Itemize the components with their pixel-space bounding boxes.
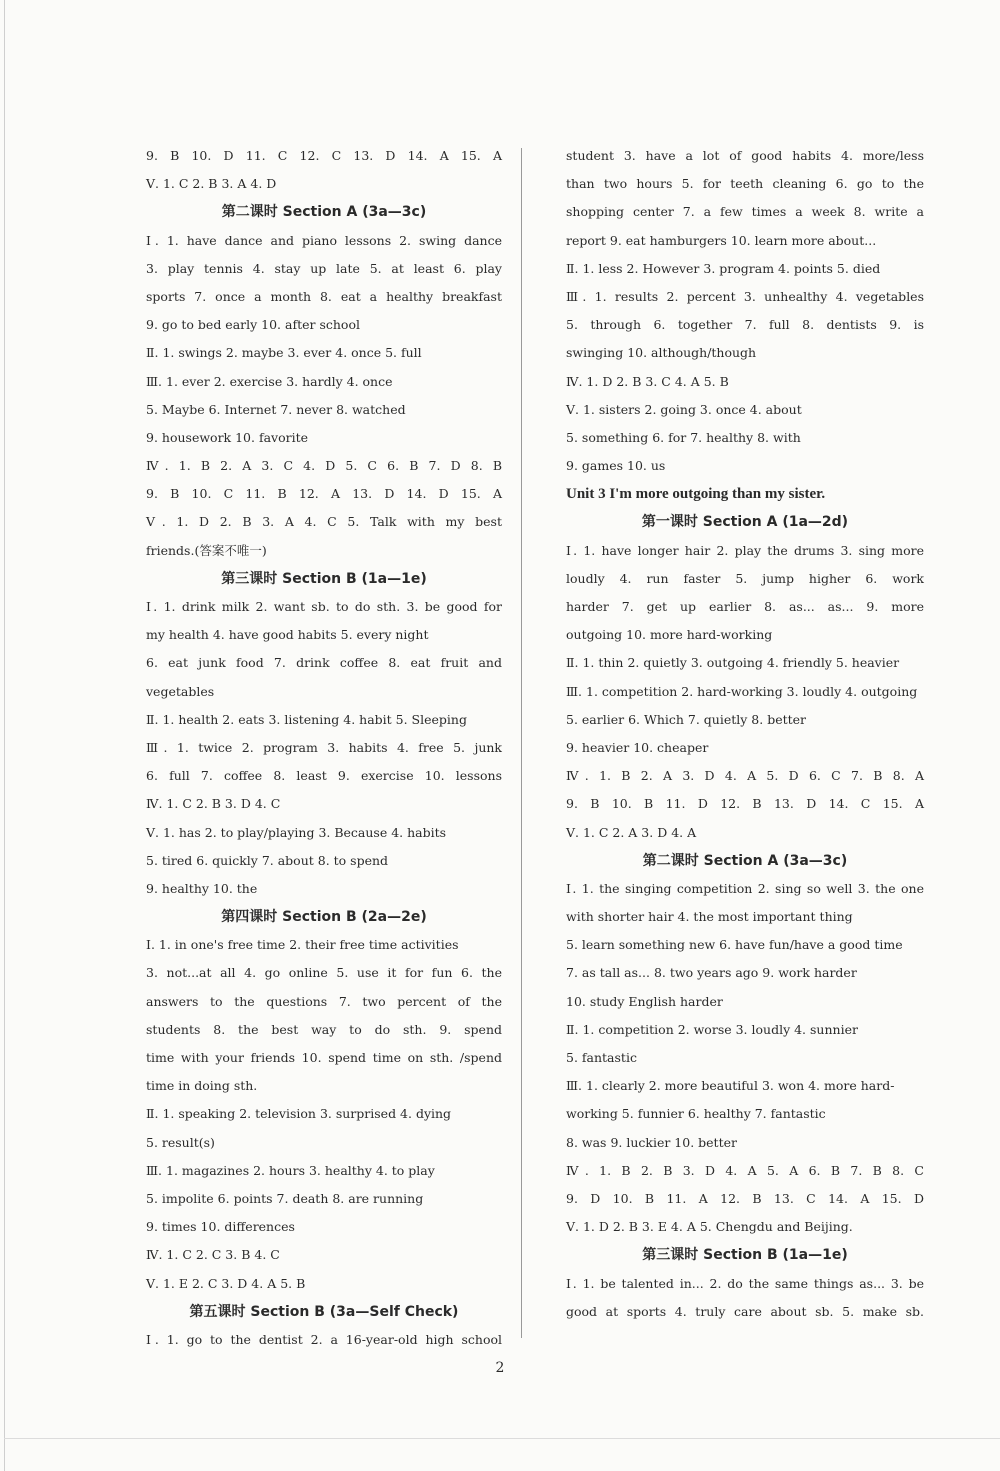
- answer-line: harder 7. get up earlier 8. as... as... 9. more: [566, 599, 924, 614]
- answer-line: 5. through 6. together 7. full 8. dentists 9. is: [566, 317, 924, 333]
- answer-line: Ⅴ. 1. E 2. C 3. D 4. A 5. B: [146, 1275, 306, 1291]
- answer-line: 9. B 10. B 11. D 12. B 13. D 14. C 15. A: [566, 796, 924, 812]
- answer-line: 5. result(s): [146, 1134, 215, 1150]
- answer-line: Ⅱ. 1. competition 2. worse 3. loudly 4. sunnier: [566, 1021, 858, 1037]
- answer-line: my health 4. have good habits 5. every night: [146, 627, 429, 643]
- lesson-heading: 第二课时 Section A (3a—3c): [642, 852, 848, 869]
- answer-line: shopping center 7. a few times a week 8. write a: [566, 204, 924, 220]
- answer-line: time in doing sth.: [146, 1078, 258, 1094]
- lesson-heading: 第五课时 Section B (3a—Self Check): [189, 1303, 459, 1320]
- answer-line: answers to the questions 7. two percent of the: [146, 993, 502, 1009]
- answer-line: 9. housework 10. favorite: [146, 429, 308, 445]
- answer-line: Ⅴ. 1. C 2. B 3. A 4. D: [146, 176, 277, 192]
- page-edge: [4, 0, 5, 1471]
- answer-line: Ⅴ. 1. C 2. A 3. D 4. A: [566, 824, 697, 840]
- answer-line: 8. was 9. luckier 10. better: [566, 1134, 737, 1150]
- answer-line: 3. not...at all 4. go online 5. use it for fun 6. the: [146, 965, 502, 981]
- answer-line: sports 7. once a month 8. eat a healthy breakfast: [146, 288, 502, 304]
- answer-line: 9. times 10. differences: [146, 1219, 295, 1235]
- answer-line: Ⅴ. 1. has 2. to play/playing 3. Because 4. habits: [146, 824, 447, 840]
- unit-title: Unit 3 I'm more outgoing than my sister.: [566, 486, 826, 503]
- answer-line: Ⅰ. 1. the singing competition 2. sing so well 3. the one: [566, 880, 924, 896]
- answer-line: good at sports 4. truly care about sb. 5. make sb.: [566, 1303, 924, 1319]
- page-number: 2: [495, 1360, 505, 1376]
- answer-line: time with your friends 10. spend time on sth. /spend: [146, 1050, 502, 1065]
- answer-line: 5. impolite 6. points 7. death 8. are running: [146, 1190, 424, 1206]
- answer-line: outgoing 10. more hard-working: [566, 627, 773, 643]
- answer-line: swinging 10. although/though: [566, 345, 757, 361]
- left-column: [146, 142, 502, 1354]
- answer-line: Ⅴ. 1. D 2. B 3. A 4. C 5. Talk with my best: [146, 514, 502, 530]
- column-divider: [521, 148, 522, 1338]
- answer-line: Ⅰ. 1. go to the dentist 2. a 16-year-old high school: [146, 1331, 502, 1347]
- bottom-rule: [4, 1438, 1000, 1439]
- answer-line: 9. B 10. D 11. C 12. C 13. D 14. A 15. A: [146, 148, 502, 163]
- answer-line: Ⅳ. 1. B 2. A 3. D 4. A 5. D 6. C 7. B 8. A: [566, 768, 924, 784]
- answer-line: 9. games 10. us: [566, 458, 666, 474]
- answer-line: Ⅰ. 1. be talented in... 2. do the same things as... 3. be: [566, 1275, 924, 1291]
- answer-line: Ⅱ. 1. swings 2. maybe 3. ever 4. once 5. full: [146, 345, 422, 361]
- answer-line: 9. B 10. C 11. B 12. A 13. D 14. D 15. A: [146, 486, 502, 502]
- lesson-heading: 第三课时 Section B (1a—1e): [221, 570, 427, 587]
- answer-line: with shorter hair 4. the most important thing: [566, 909, 853, 925]
- answer-line: 3. play tennis 4. stay up late 5. at least 6. play: [146, 260, 502, 276]
- answer-line: 6. eat junk food 7. drink coffee 8. eat fruit and: [146, 655, 502, 671]
- answer-line: Ⅰ. 1. have dance and piano lessons 2. swing dance: [146, 232, 502, 248]
- answer-line: Ⅲ. 1. results 2. percent 3. unhealthy 4. vegetables: [566, 288, 924, 304]
- answer-line: 5. earlier 6. Which 7. quietly 8. better: [566, 711, 807, 727]
- answer-line: student 3. have a lot of good habits 4. more/less: [566, 148, 924, 163]
- answer-line: 5. something 6. for 7. healthy 8. with: [566, 429, 801, 445]
- answer-line: 5. fantastic: [566, 1050, 637, 1065]
- answer-line: Ⅱ. 1. less 2. However 3. program 4. points 5. died: [566, 260, 881, 276]
- answer-line: 5. learn something new 6. have fun/have a good time: [566, 937, 903, 953]
- lesson-heading: 第二课时 Section A (3a—3c): [221, 204, 427, 221]
- answer-line: Ⅳ. 1. B 2. B 3. D 4. A 5. A 6. B 7. B 8. C: [566, 1162, 924, 1178]
- answer-line: 9. go to bed early 10. after school: [146, 317, 360, 333]
- answer-line: Ⅳ. 1. C 2. B 3. D 4. C: [146, 796, 281, 812]
- answer-line: Ⅲ. 1. competition 2. hard-working 3. loudly 4. outgoing: [566, 683, 918, 699]
- answer-line: vegetables: [146, 683, 215, 699]
- right-column: [566, 142, 924, 1326]
- answer-line: students 8. the best way to do sth. 9. spend: [146, 1021, 502, 1037]
- answer-line: Ⅰ. 1. have longer hair 2. play the drums 3. sing more: [566, 542, 924, 558]
- answer-line: Ⅱ. 1. health 2. eats 3. listening 4. habit 5. Sleeping: [146, 711, 467, 727]
- answer-line: working 5. funnier 6. healthy 7. fantastic: [566, 1106, 826, 1122]
- answer-line: Ⅲ. 1. ever 2. exercise 3. hardly 4. once: [146, 373, 393, 389]
- answer-line: report 9. eat hamburgers 10. learn more about...: [566, 232, 877, 248]
- answer-line: Ⅳ. 1. B 2. A 3. C 4. D 5. C 6. B 7. D 8. B: [146, 458, 502, 474]
- answer-line: Ⅱ. 1. speaking 2. television 3. surprised 4. dying: [146, 1106, 452, 1122]
- answer-line: Ⅱ. 1. thin 2. quietly 3. outgoing 4. friendly 5. heavier: [566, 655, 900, 671]
- answer-line: Ⅲ. 1. clearly 2. more beautiful 3. won 4. more hard-: [566, 1078, 895, 1094]
- answer-line: Ⅲ. 1. twice 2. program 3. habits 4. free 5. junk: [146, 739, 502, 755]
- answer-line: Ⅴ. 1. D 2. B 3. E 4. A 5. Chengdu and Beijing.: [566, 1219, 853, 1235]
- lesson-heading: 第三课时 Section B (1a—1e): [642, 1247, 848, 1264]
- answer-line: 9. D 10. B 11. A 12. B 13. C 14. A 15. D: [566, 1190, 924, 1206]
- answer-line: than two hours 5. for teeth cleaning 6. go to the: [566, 176, 924, 192]
- answer-line: friends.(答案不唯一): [146, 542, 267, 558]
- answer-line: Ⅰ. 1. in one's free time 2. their free time activities: [146, 937, 459, 953]
- answer-line: Ⅴ. 1. sisters 2. going 3. once 4. about: [566, 401, 802, 417]
- answer-line: 7. as tall as... 8. two years ago 9. work harder: [566, 965, 857, 981]
- answer-line: 9. heavier 10. cheaper: [566, 739, 709, 755]
- answer-line: 9. healthy 10. the: [146, 880, 258, 896]
- answer-line: 10. study English harder: [566, 993, 723, 1009]
- answer-line: Ⅰ. 1. drink milk 2. want sb. to do sth. 3. be good for: [146, 599, 502, 614]
- answer-line: Ⅳ. 1. D 2. B 3. C 4. A 5. B: [566, 373, 729, 389]
- answer-line: 6. full 7. coffee 8. least 9. exercise 10. lessons: [146, 768, 502, 784]
- answer-line: 5. tired 6. quickly 7. about 8. to spend: [146, 852, 389, 868]
- answer-line: loudly 4. run faster 5. jump higher 6. work: [566, 570, 924, 586]
- answer-line: Ⅲ. 1. magazines 2. hours 3. healthy 4. to play: [146, 1162, 435, 1178]
- lesson-heading: 第一课时 Section A (1a—2d): [641, 514, 849, 531]
- answer-line: 5. Maybe 6. Internet 7. never 8. watched: [146, 401, 406, 417]
- answer-line: Ⅳ. 1. C 2. C 3. B 4. C: [146, 1247, 280, 1263]
- lesson-heading: 第四课时 Section B (2a—2e): [221, 909, 427, 926]
